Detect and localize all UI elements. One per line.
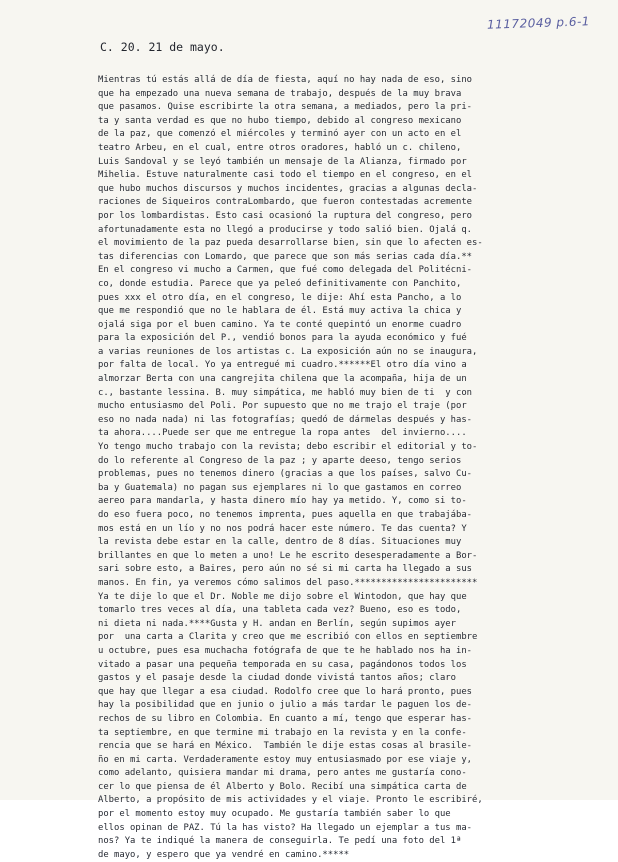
letter-body: [98, 74, 598, 862]
letter-line: el movimiento de la paz pueda desarrollarse bien, sin que lo afecten es-: [98, 238, 483, 249]
letter-line: que ha empezado una nueva semana de trabajo, después de la muy brava: [98, 88, 462, 99]
letter-line: mos está en un lío y no nos podrá hacer este número. Te das cuenta? Y: [98, 523, 467, 534]
letter-line: rechos de su libro en Colombia. En cuanto a mí, tengo que esperar has-: [98, 713, 473, 724]
letter-line: raciones de Siqueiros contraLombardo, que fueron contestadas acremente: [98, 197, 473, 208]
letter-line: aereo para mandarla, y hasta dinero mío hay ya metido. Y, como si to-: [98, 496, 467, 507]
letter-line: Ya te dije lo que el Dr. Noble me dijo sobre el Wintodon, que hay que: [98, 591, 467, 602]
letter-line: pues xxx el otro día, en el congreso, le dije: Ahí esta Pancho, a lo: [98, 292, 462, 303]
letter-line: sari sobre esto, a Baires, pero aún no sé si mi carta ha llegado a sus: [98, 564, 473, 575]
letter-line: Yo tengo mucho trabajo con la revista; debo escribir el editorial y to-: [98, 442, 478, 453]
letter-line: manos. En fin, ya veremos cómo salimos del paso.***********************: [98, 577, 478, 588]
letter-line: de la paz, que comenzó el miércoles y terminó ayer con un acto en el: [98, 129, 462, 140]
letter-line: teatro Arbeu, en el cual, entre otros oradores, habló un c. chileno,: [98, 142, 462, 153]
letter-line: cer lo que piensa de él Alberto y Bolo. Recibí una simpática carta de: [98, 781, 467, 792]
letter-line: como adelanto, quisiera mandar mi drama, pero antes me gustaría cono-: [98, 768, 467, 779]
letter-line: por los lombardistas. Esto casi ocasionó la ruptura del congreso, pero: [98, 210, 473, 221]
letter-line: la revista debe estar en la calle, dentro de 8 días. Situaciones muy: [98, 537, 462, 548]
letter-line: que pasamos. Quise escribirte la otra semana, a mediados, pero la pri-: [98, 102, 473, 113]
letter-line: Luis Sandoval y se leyó también un mensaje de la Alianza, firmado por: [98, 156, 467, 167]
letter-line: tas diferencias con Lomardo, que parece que son más serias cada día.**: [98, 251, 473, 262]
letter-line: tomarlo tres veces al día, una tableta cada vez? Bueno, eso es todo,: [98, 605, 462, 616]
letter-line: ba y Guatemala) no pagan sus ejemplares ni lo que gastamos en correo: [98, 482, 462, 493]
letter-line: hay la posibilidad que en junio o julio a más tardar le paguen los de-: [98, 700, 473, 711]
letter-line: a varias reuniones de los artistas c. La exposición aún no se inaugura,: [98, 346, 478, 357]
letter-line: ta septiembre, en que termine mi trabajo en la revista y en la confe-: [98, 727, 467, 738]
letter-line: vitado a pasar una pequeña temporada en su casa, pagándonos todos los: [98, 659, 467, 670]
letter-line: que hay que llegar a esa ciudad. Rodolfo cree que lo hará pronto, pues: [98, 686, 473, 697]
letter-line: que me respondió que no le hablara de él. Está muy activa la chica y: [98, 306, 462, 317]
letter-line: de mayo, y espero que ya vendré en camino.*****: [98, 849, 350, 860]
letter-line: do eso fuera poco, no tenemos imprenta, pues aquella en que trabajába-: [98, 510, 473, 520]
letter-dateline: C. 20. 21 de mayo.: [100, 40, 225, 54]
archive-annotation: 11172049 p.6-1: [486, 14, 591, 32]
letter-line: Alberto, a propósito de mis actividades y el viaje. Pronto le escribiré,: [98, 795, 483, 806]
letter-line: brillantes en que lo meten a uno! Le he escrito desesperadamente a Bor-: [98, 550, 478, 561]
letter-line: mucho entusiasmo del Poli. Por supuesto que no me trajo el traje (por: [98, 401, 467, 412]
letter-line: ni dieta ni nada.****Gusta y H. andan en Berlín, según supimos ayer: [98, 618, 456, 629]
letter-line: problemas, pues no tenemos dinero (gracias a que los países, salvo Cu-: [98, 469, 473, 480]
letter-line: por el momento estoy muy ocupado. Me gustaría también saber lo que: [98, 809, 451, 820]
letter-line: para la exposición del P., vendió bonos para la ayuda económico y fué: [98, 333, 467, 344]
letter-line: u octubre, pues esa muchacha fotógrafa de que te he hablado nos ha in-: [98, 645, 473, 656]
letter-line: c., bastante lessina. B. muy simpática, me habló muy bien de ti y con: [98, 387, 473, 398]
letter-line: que hubo muchos discursos y muchos incidentes, gracias a algunas decla-: [98, 183, 478, 194]
letter-line: En el congreso vi mucho a Carmen, que fué como delegada del Politécni-: [98, 265, 473, 276]
letter-line: rencia que se hará en México. También le dije estas cosas al brasile-: [98, 741, 473, 752]
letter-line: do lo referente al Congreso de la paz ; y aparte deeso, tengo serios: [98, 455, 462, 466]
letter-line: gastos y el pasaje desde la ciudad donde vivistá tantos años; claro: [98, 673, 456, 684]
letter-line: afortunadamente esta no llegó a producirse y todo salió bien. Ojalá q.: [98, 224, 473, 235]
letter-line: ta ahora....Puede ser que me entregue la ropa antes del invierno....: [98, 428, 467, 439]
letter-line: eso no nada nada) ni las fotografías; quedó de dármelas después y has-: [98, 414, 473, 425]
letter-line: por falta de local. Yo ya entregué mi cuadro.******El otro día vino a: [98, 360, 467, 371]
letter-line: ojalá siga por el buen camino. Ya te conté quepintó un enorme cuadro: [98, 319, 462, 330]
letter-line: ño en mi carta. Verdaderamente estoy muy entusiasmado por ese viaje y,: [98, 754, 473, 765]
letter-line: ta y santa verdad es que no hubo tiempo, debido al congreso mexicano: [98, 115, 462, 126]
letter-line: nos? Ya te indiqué la manera de conseguirla. Te pedí una foto del 1ª: [98, 836, 462, 847]
letter-line: almorzar Berta con una cangrejita chilena que la acompaña, hija de un: [98, 374, 467, 385]
letter-line: Mihelia. Estuve naturalmente casi todo el tiempo en el congreso, en el: [98, 170, 473, 181]
letter-line: por una carta a Clarita y creo que me escribió con ellos en septiembre: [98, 632, 478, 643]
letter-line: ellos opinan de PAZ. Tú la has visto? Ha llegado un ejemplar a tus ma-: [98, 822, 473, 833]
letter-line: co, donde estudia. Parece que ya peleó definitivamente con Panchito,: [98, 278, 462, 289]
letter-line: Mientras tú estás allá de día de fiesta, aquí no hay nada de eso, sino: [98, 75, 473, 85]
